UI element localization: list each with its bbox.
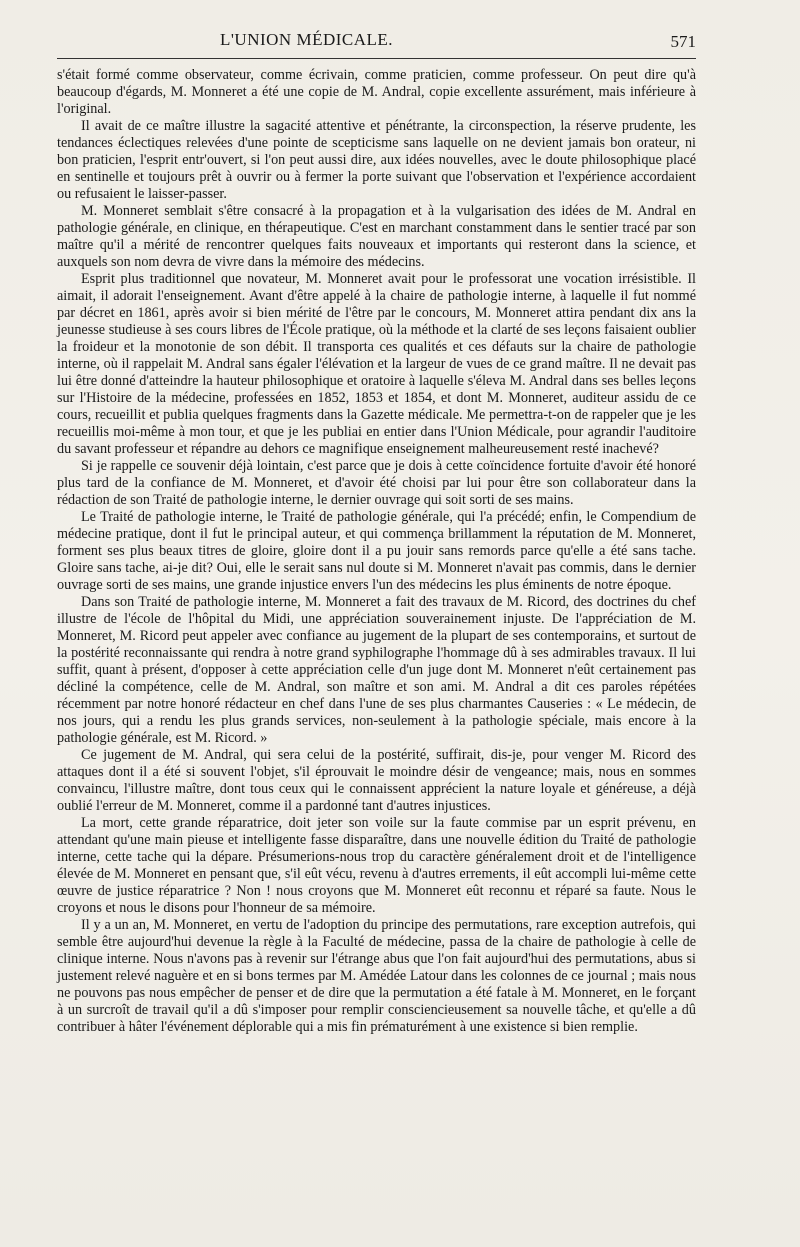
paragraph: M. Monneret semblait s'être consacré à la propagation et à la vulgarisation des idées de M. Andral en pathologie générale, en clinique, en thérapeutique. C'est en marchant constamment dans le sentier tracé par son maître qu'il a mérité de rencontrer quelques faits nouveaux et importants qui resteront dans la science, et auxquels son nom devra de vivre dans la mémoire des médecins. bbox=[57, 203, 696, 270]
paragraph: La mort, cette grande réparatrice, doit jeter son voile sur la faute commise par un esprit prévenu, en attendant qu'une main pieuse et intelligente fasse disparaître, dans une nouvelle édition du Traité de pathologie interne, cette tache qui la dépare. Présumerions-nous trop du caractère généralement droit et de l'intelligence élevée de M. Monneret en pensant que, s'il eût vécu, revenu à d'autres errements, il eût accompli lui-même cette œuvre de justice réparatrice ? Non ! nous croyons que M. Monneret eût reconnu et réparé sa faute. Nous le croyons et nous le disons pour l'honneur de sa mémoire. bbox=[57, 815, 696, 916]
paragraph: Esprit plus traditionnel que novateur, M. Monneret avait pour le professorat une vocation irrésistible. Il aimait, il adorait l'enseignement. Avant d'être appelé à la chaire de pathologie interne, à laquelle il fut nommé par décret en 1861, après avoir si bien mérité de l'être par le concours, M. Monneret attira pendant dix ans la jeunesse studieuse à ses cours libres de l'École pratique, où la méthode et la clarté de ses leçons faisaient oublier la froideur et la monotonie de son débit. Il transporta ces qualités et ces défauts sur la chaire de pathologie interne, où il rappelait M. Andral sans égaler l'élévation et la largeur de vues de ce grand maître. Il ne devait pas lui être donné d'atteindre la hauteur philosophique et oratoire à laquelle s'éleva M. Andral dans ses belles leçons sur l'Histoire de la médecine, professées en 1852, 1853 et 1854, et dont M. Monneret, auditeur assidu de ce cours, recueillit et publia quelques fragments dans la Gazette médicale. Me permettra-t-on de rappeler que je les recueillis moi-même à mon tour, et que je les publiai en entier dans l'Union Médicale, pour agrandir l'auditoire du savant professeur et répandre au dehors ce magnifique enseignement malheureusement resté inachevé? bbox=[57, 271, 696, 457]
paragraph: Il avait de ce maître illustre la sagacité attentive et pénétrante, la circonspection, la réserve prudente, les tendances éclectiques relevées d'une pointe de scepticisme sans laquelle on ne devient jamais bon orateur, ni bon praticien, l'esprit entr'ouvert, si l'on peut aussi dire, aux idées nouvelles, avec le doute philosophique placé en sentinelle et toujours prêt à ouvrir ou à fermer la porte suivant que l'observation et l'expérience accordaient ou refusaient le laisser-passer. bbox=[57, 118, 696, 202]
paragraph: s'était formé comme observateur, comme écrivain, comme praticien, comme professeur. On peut dire qu'à beaucoup d'égards, M. Monneret a été une copie de M. Andral, copie excellente assurément, mais inférieure à l'original. bbox=[57, 67, 696, 117]
page-header bbox=[57, 30, 696, 59]
paragraph: Ce jugement de M. Andral, qui sera celui de la postérité, suffirait, dis-je, pour venger M. Ricord des attaques dont il a été si souvent l'objet, s'il éprouvait le moindre désir de vengeance; mais, nous en sommes convaincu, l'illustre maître, dont tous ceux qui le connaissent apprécient la nature loyale et généreuse, a déjà oublié l'erreur de M. Monneret, comme il a pardonné tant d'autres injustices. bbox=[57, 747, 696, 814]
article-body bbox=[57, 67, 696, 1036]
paragraph: Il y a un an, M. Monneret, en vertu de l'adoption du principe des permutations, rare exception autrefois, qui semble être aujourd'hui devenue la règle à la Faculté de médecine, passa de la chaire de pathologie à celle de clinique interne. Nous n'avons pas à revenir sur l'étrange abus que l'on fait aujourd'hui des permutations, abus si justement relevé naguère et en si bons termes par M. Amédée Latour dans les colonnes de ce journal ; mais nous ne pouvons pas nous empêcher de penser et de dire que la permutation a été fatale à M. Monneret, en le forçant à un surcroît de travail qu'il a dû s'imposer pour remplir consciencieusement sa nouvelle tâche, et qu'elle a dû contribuer à hâter l'événement déplorable qui a mis fin prématurément à une existence si bien remplie. bbox=[57, 917, 696, 1035]
paragraph: Si je rappelle ce souvenir déjà lointain, c'est parce que je dois à cette coïncidence fortuite d'avoir été honoré plus tard de la confiance de M. Monneret, et d'avoir été choisi par lui pour être son collaborateur dans la rédaction de son Traité de pathologie interne, le dernier ouvrage qui soit sorti de ses mains. bbox=[57, 458, 696, 508]
paragraph: Dans son Traité de pathologie interne, M. Monneret a fait des travaux de M. Ricord, des doctrines du chef illustre de l'école de l'hôpital du Midi, une appréciation souverainement injuste. De l'appréciation de M. Monneret, M. Ricord peut appeler avec confiance au jugement de la plupart de ses contemporains, et surtout de la postérité reconnaissante qui rendra à notre grand syphilographe l'hommage dû à ses admirables travaux. Il lui suffit, quant à présent, d'opposer à cette appréciation celle d'un juge dont M. Monneret n'eût certainement pas décliné la compétence, celle de M. Andral, son maître et son ami. M. Andral a dit ces paroles répétées récemment par notre honoré rédacteur en chef dans l'une de ses plus charmantes Causeries : « Le médecin, de nos jours, qui a rendu les plus grands services, non-seulement à la pathologie spéciale, mais encore à la pathologie générale, est M. Ricord. » bbox=[57, 594, 696, 746]
paragraph: Le Traité de pathologie interne, le Traité de pathologie générale, qui l'a précédé; enfin, le Compendium de médecine pratique, dont il fut le principal auteur, et qui commença brillamment la réputation de M. Monneret, forment ses plus beaux titres de gloire, gloire dont il a pu jouir sans remords parce qu'elle a été sans tache. Gloire sans tache, ai-je dit? Oui, elle le serait sans nul doute si M. Monneret n'avait pas commis, dans le dernier ouvrage sorti de ses mains, une grande injustice envers l'un des médecins les plus éminents de notre époque. bbox=[57, 509, 696, 593]
page-number: 571 bbox=[670, 32, 696, 51]
running-title: L'UNION MÉDICALE. bbox=[219, 30, 394, 49]
